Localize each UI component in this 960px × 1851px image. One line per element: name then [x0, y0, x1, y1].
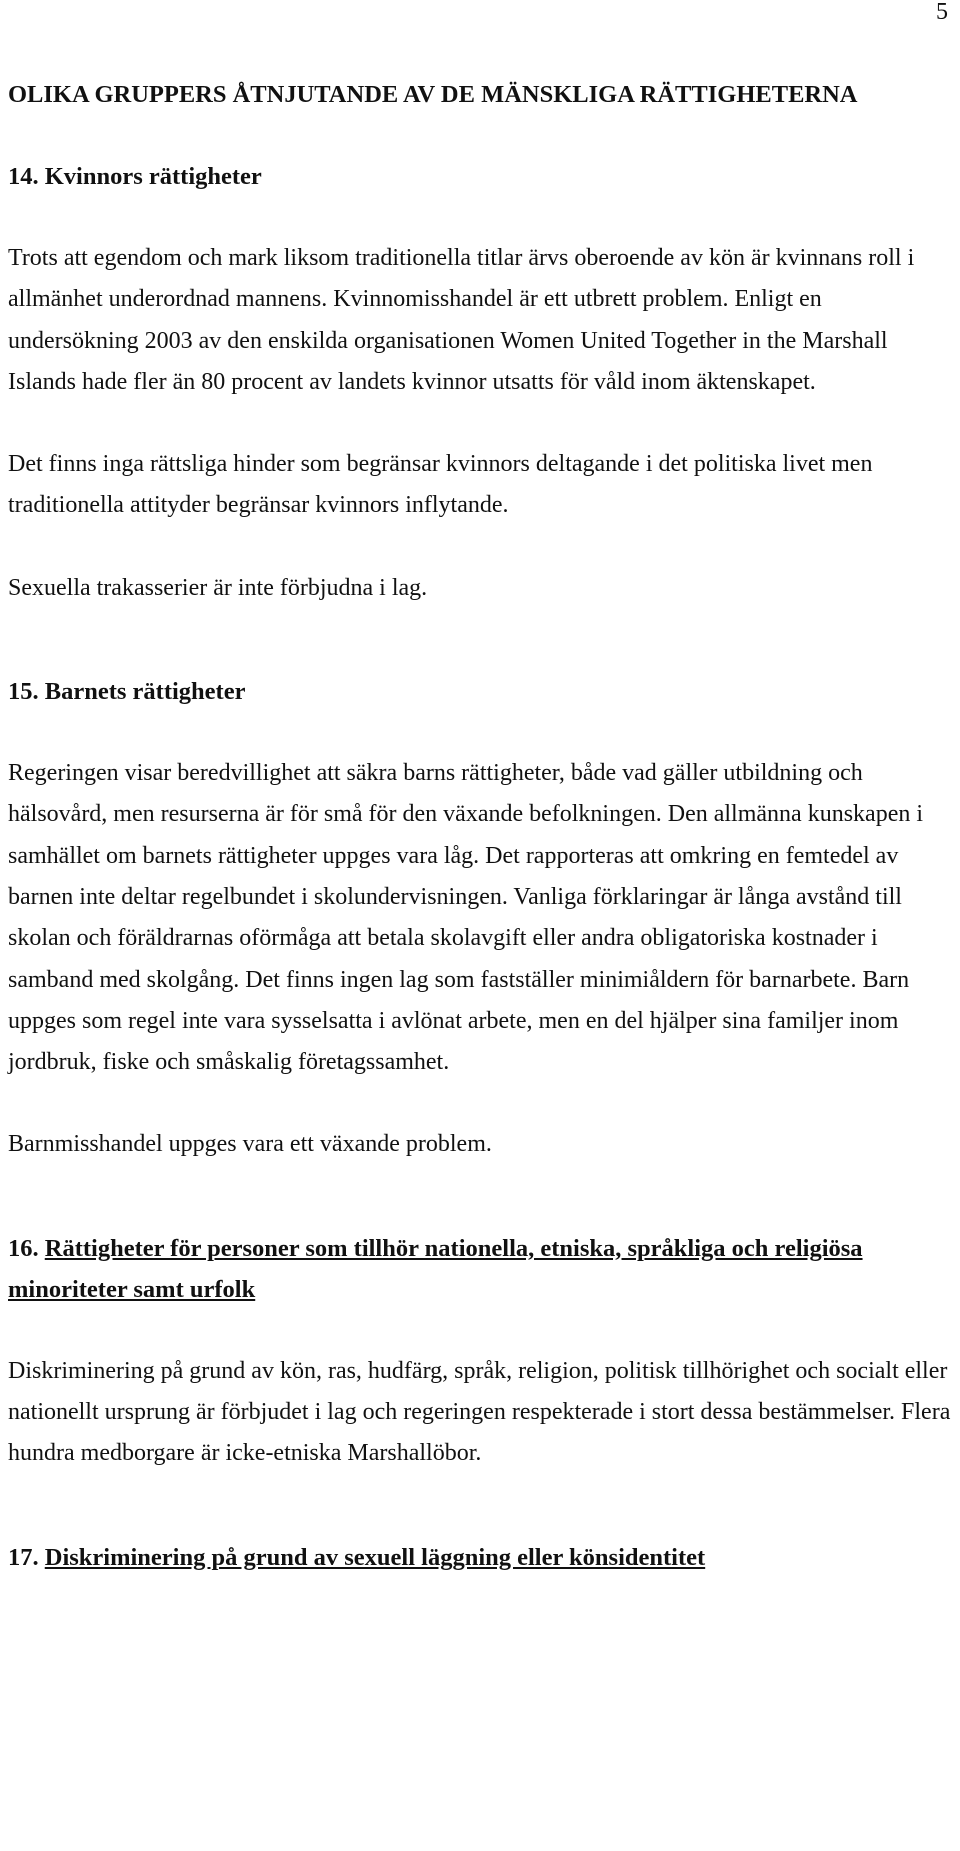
heading-minorities	[8, 1228, 954, 1310]
document-body	[8, 74, 954, 1578]
page-number: 5	[936, 0, 948, 25]
heading-womens-rights: 14. Kvinnors rättigheter	[8, 163, 262, 190]
paragraph-childrens-rights-2: Barnmisshandel uppges vara ett växande problem.	[8, 1131, 492, 1158]
paragraph-childrens-rights-1: Regeringen visar beredvillighet att säkra barns rättigheter, både vad gäller utbildning och hälsovård, men resurserna är för små för den växande befolkningen. Den allmänna kunskapen i samhället om barnets rättigheter uppges vara låg. Det rapporteras att omkring en femtedel av barnen inte deltar regelbundet i skolundervisningen. Vanliga förklaringar är långa avstånd till skolan och föräldrarnas oförmåga att betala skolavgift eller andra obligatoriska kostnader i samband med skolgång. Det finns ingen lag som fastställer minimiåldern för barnarbete. Barn uppges som regel inte vara sysselsatta i avlönat arbete, men en del hjälper sina familjer inom jordbruk, fiske och småskalig företagssamhet.	[8, 760, 924, 1076]
paragraph-minorities-1: Diskriminering på grund av kön, ras, hudfärg, språk, religion, politisk tillhörighet och socialt eller nationellt ursprung är förbjudet i lag och regeringen respekterade i stort dessa bestämmelser. Flera hundra medborgare är icke-etniska Marshallöbor.	[8, 1357, 951, 1467]
section-heading: OLIKA GRUPPERS ÅTNJUTANDE AV DE MÄNSKLIGA RÄTTIGHETERNA	[8, 81, 858, 108]
heading-childrens-rights: 15. Barnets rättigheter	[8, 678, 246, 706]
paragraph-womens-rights-3: Sexuella trakasserier är inte förbjudna i lag.	[8, 574, 428, 601]
heading-sexual-orientation	[8, 1537, 954, 1578]
heading-minorities-title: Rättigheter för personer som tillhör nationella, etniska, språkliga och religiösa minoriteter samt urfolk	[8, 1234, 863, 1303]
paragraph-womens-rights-2: Det finns inga rättsliga hinder som begränsar kvinnors deltagande i det politiska livet men traditionella attityder begränsar kvinnors inflytande.	[8, 451, 873, 519]
heading-sexual-orientation-number: 17.	[8, 1543, 39, 1571]
paragraph-womens-rights-1: Trots att egendom och mark liksom traditionella titlar ärvs oberoende av kön är kvinnans roll i allmänhet underordnad mannens. Kvinnomisshandel är ett utbrett problem. Enligt en undersökning 2003 av den enskilda organisationen Women United Together in the Marshall Islands hade fler än 80 procent av landets kvinnor utsatts för våld inom äktenskapet.	[8, 245, 915, 395]
heading-sexual-orientation-title: Diskriminering på grund av sexuell läggning eller könsidentitet	[44, 1543, 706, 1571]
heading-minorities-number: 16.	[8, 1234, 39, 1262]
